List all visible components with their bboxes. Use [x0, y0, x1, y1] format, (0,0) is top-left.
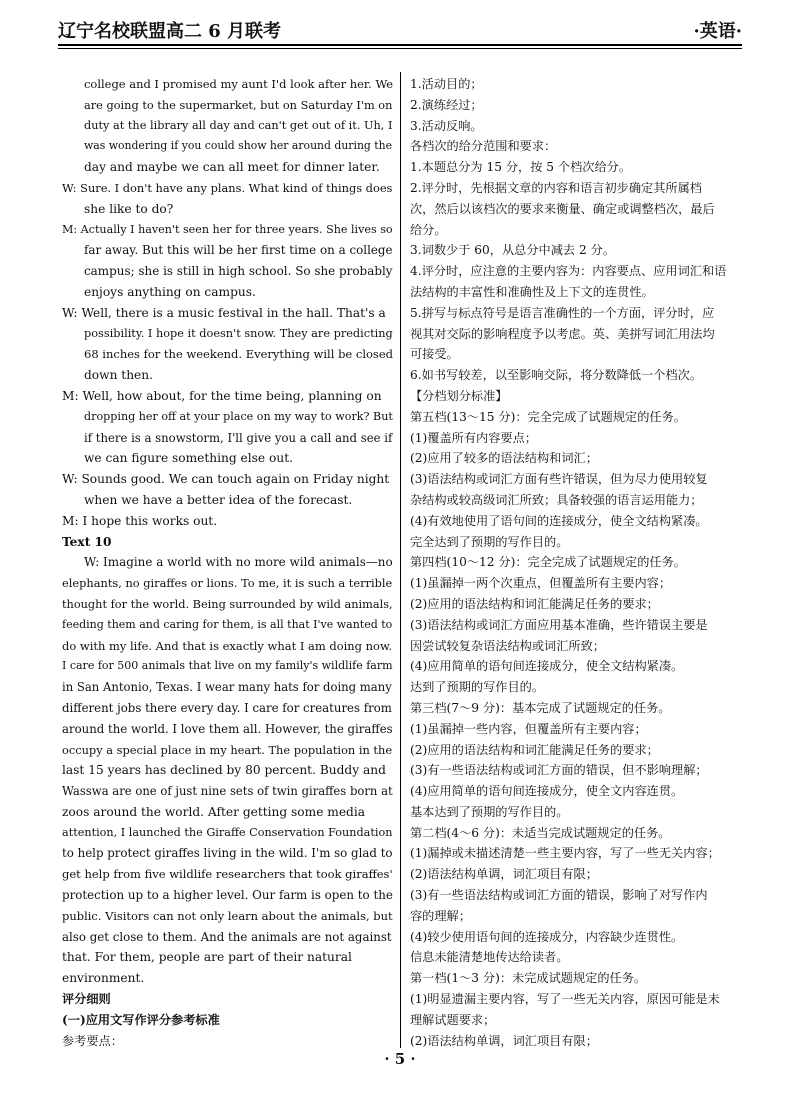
text-line: 第三档(7～9 分)：基本完成了试题规定的任务。 — [410, 700, 671, 715]
text-line: down then. — [84, 368, 153, 383]
text-line: (2)语法结构单调，词汇项目有限； — [410, 1033, 598, 1048]
text-line: 2.评分时，先根据文章的内容和语言初步确定其所属档 — [410, 180, 702, 195]
text-line: 基本达到了预期的写作目的。 — [410, 804, 569, 819]
text-line: when we have a better idea of the forecast. — [84, 492, 353, 507]
text-line: feeding them and caring for them, is all that I've wanted to — [62, 617, 393, 631]
text-line: we can figure something else out. — [84, 451, 293, 466]
text-line: (1)虽漏掉一些内容，但覆盖所有主要内容； — [410, 721, 647, 736]
page-number: · 5 · — [384, 1050, 416, 1068]
text-line: 达到了预期的写作目的。 — [410, 680, 545, 695]
text-line: also get close to them. And the animals are not against — [62, 929, 392, 944]
text-line: (2)应用的语法结构和词汇能满足任务的要求； — [410, 596, 659, 611]
text-line: M: Actually I haven't seen her for three years. She lives so — [62, 222, 393, 236]
text-line: 第四档(10～12 分)：完全完成了试题规定的任务。 — [410, 555, 686, 570]
text-line: was wondering if you could show her around during the — [84, 139, 393, 153]
text-line: (2)应用的语法结构和词汇能满足任务的要求； — [410, 742, 659, 757]
text-line: 给分。 — [410, 222, 447, 237]
text-line: 次，然后以该档次的要求来衡量、确定或调整档次，最后 — [410, 201, 715, 216]
text-line: (一)应用文写作评分参考标准 — [62, 1012, 220, 1027]
text-line: 第二档(4～6 分)：未适当完成试题规定的任务。 — [410, 825, 671, 840]
text-line: W: Sounds good. We can touch again on Friday night — [62, 472, 390, 487]
text-line: attention, I launched the Giraffe Conservation Foundation — [62, 825, 393, 839]
text-line: to help protect giraffes living in the wild. I'm so glad to — [62, 846, 393, 861]
text-line: 6.如书写较差，以至影响交际，将分数降低一个档次。 — [410, 368, 702, 383]
text-line: (4)较少使用语句间的连接成分，内容缺少连贯性。 — [410, 929, 684, 944]
text-line: if there is a snowstorm, I'll give you a call and see if — [84, 430, 393, 445]
header-subject: ·英语· — [693, 21, 742, 42]
text-line: 容的理解； — [410, 908, 471, 923]
right-column — [410, 74, 740, 1051]
left-column — [62, 74, 394, 1051]
header-title: 辽宁名校联盟高二 6 月联考 — [58, 21, 282, 42]
page-header — [58, 14, 742, 44]
text-line: do with my life. And that is exactly what I am doing now. — [62, 638, 393, 653]
text-line: 杂结构或较高级词汇所致；具备较强的语言运用能力； — [410, 492, 703, 507]
text-line: protection up to a higher level. Our farm is open to the — [62, 888, 393, 903]
text-line: Wasswa are one of just nine sets of twin giraffes born at — [62, 784, 393, 799]
text-line: 第一档(1～3 分)：未完成试题规定的任务。 — [410, 971, 647, 986]
text-line: zoos around the world. After getting some media — [62, 804, 366, 819]
text-line: 信息未能清楚地传达给读者。 — [410, 950, 569, 965]
text-line: duty at the library all day and can't get out of it. Uh, I — [84, 118, 393, 132]
text-line: 评分细则 — [62, 992, 111, 1007]
text-line: Text 10 — [62, 534, 112, 549]
header-rule-thin — [58, 48, 742, 49]
text-line: I care for 500 animals that live on my family's wildlife farm — [62, 659, 393, 673]
text-line: 视其对交际的影响程度予以考虑。英、美拼写词汇用法均 — [410, 326, 715, 341]
text-line: 1.活动目的； — [410, 77, 483, 91]
text-line: get help from five wildlife researchers that took giraffes' — [62, 867, 393, 882]
text-line: possibility. I hope it doesn't snow. They are predicting — [84, 326, 393, 340]
text-line: 3.词数少于 60，从总分中减去 2 分。 — [410, 243, 615, 258]
text-line: 3.活动反响。 — [410, 118, 483, 133]
text-line: (4)应用简单的语句间连接成分，使全文结构紧凑。 — [410, 659, 684, 674]
text-line: (4)有效地使用了语句间的连接成分，使全文结构紧凑。 — [410, 513, 708, 528]
text-line: (1)虽漏掉一两个次重点，但覆盖所有主要内容； — [410, 576, 672, 591]
text-line: around the world. I love them all. However, the giraffes — [62, 721, 393, 736]
text-line: 5.拼写与标点符号是语言准确性的一个方面，评分时，应 — [410, 305, 715, 320]
text-line: dropping her off at your place on my way to work? But — [84, 409, 393, 423]
text-line: 【分档划分标准】 — [410, 388, 508, 403]
text-line: thought for the world. Being surrounded by wild animals, — [62, 596, 393, 611]
text-line: W: Well, there is a music festival in the hall. That's a — [62, 305, 386, 320]
text-line: 1.本题总分为 15 分，按 5 个档次给分。 — [410, 160, 632, 175]
text-line: (3)有一些语法结构或词汇方面的错误，但不影响理解； — [410, 763, 708, 778]
text-line: 各档次的给分范围和要求： — [410, 139, 557, 154]
text-line: 法结构的丰富性和准确性及上下文的连贯性。 — [410, 284, 654, 299]
header-rule — [58, 44, 742, 46]
text-line: 4.评分时，应注意的主要内容为：内容要点、应用词汇和语 — [410, 264, 727, 279]
text-line: 参考要点： — [62, 1033, 123, 1048]
text-line: environment. — [62, 971, 145, 986]
text-line: occupy a special place in my heart. The population in the — [62, 742, 393, 757]
text-line: far away. But this will be her first time on a college — [84, 243, 393, 258]
text-line: M: Well, how about, for the time being, planning on — [62, 388, 382, 403]
text-line: (3)有一些语法结构或词汇方面的错误，影响了对写作内 — [410, 888, 708, 903]
text-line: day and maybe we can all meet for dinner later. — [84, 160, 380, 175]
column-divider — [400, 72, 401, 1048]
text-line: are going to the supermarket, but on Saturday I'm on — [84, 97, 393, 112]
text-line: enjoys anything on campus. — [84, 284, 256, 299]
text-line: (3)语法结构或词汇方面应用基本准确，些许错误主要是 — [410, 617, 708, 632]
text-line: last 15 years has declined by 80 percent. Buddy and — [62, 763, 386, 778]
text-line: 完全达到了预期的写作目的。 — [410, 534, 569, 549]
text-line: (3)语法结构或词汇方面有些许错误，但为尽力使用较复 — [410, 472, 708, 487]
text-line: 可接受。 — [410, 347, 459, 362]
text-line: elephants, no giraffes or lions. To me, it is such a terrible — [62, 576, 393, 591]
text-line: (1)漏掉或未描述清楚一些主要内容，写了一些无关内容； — [410, 846, 720, 861]
text-line: 2.演练经过； — [410, 97, 483, 112]
text-line: W: Sure. I don't have any plans. What kind of things does — [62, 180, 393, 195]
text-line: W: Imagine a world with no more wild animals—no — [84, 555, 393, 570]
text-line: in San Antonio, Texas. I wear many hats for doing many — [62, 680, 392, 695]
text-line: different jobs there every day. I care for creatures from — [62, 700, 392, 715]
text-line: 因尝试较复杂语法结构或词汇所致； — [410, 638, 605, 653]
text-line: M: I hope this works out. — [62, 513, 218, 528]
text-line: (1)覆盖所有内容要点； — [410, 430, 537, 445]
text-line: 理解试题要求； — [410, 1012, 496, 1027]
text-line: (2)应用了较多的语法结构和词汇； — [410, 451, 598, 466]
text-line: public. Visitors can not only learn about the animals, but — [62, 908, 393, 923]
text-line: that. For them, people are part of their natural — [62, 950, 352, 965]
text-line: she like to do? — [84, 201, 174, 216]
text-line: (4)应用简单的语句间连接成分，使全文内容连贯。 — [410, 784, 684, 799]
text-line: campus; she is still in high school. So she probably — [84, 264, 393, 279]
text-line: (1)明显遗漏主要内容，写了一些无关内容，原因可能是未 — [410, 992, 720, 1007]
text-line: 68 inches for the weekend. Everything will be closed — [84, 347, 394, 362]
text-line: (2)语法结构单调，词汇项目有限； — [410, 867, 598, 882]
text-line: 第五档(13～15 分)：完全完成了试题规定的任务。 — [410, 409, 686, 424]
text-line: college and I promised my aunt I'd look after her. We — [84, 77, 394, 91]
